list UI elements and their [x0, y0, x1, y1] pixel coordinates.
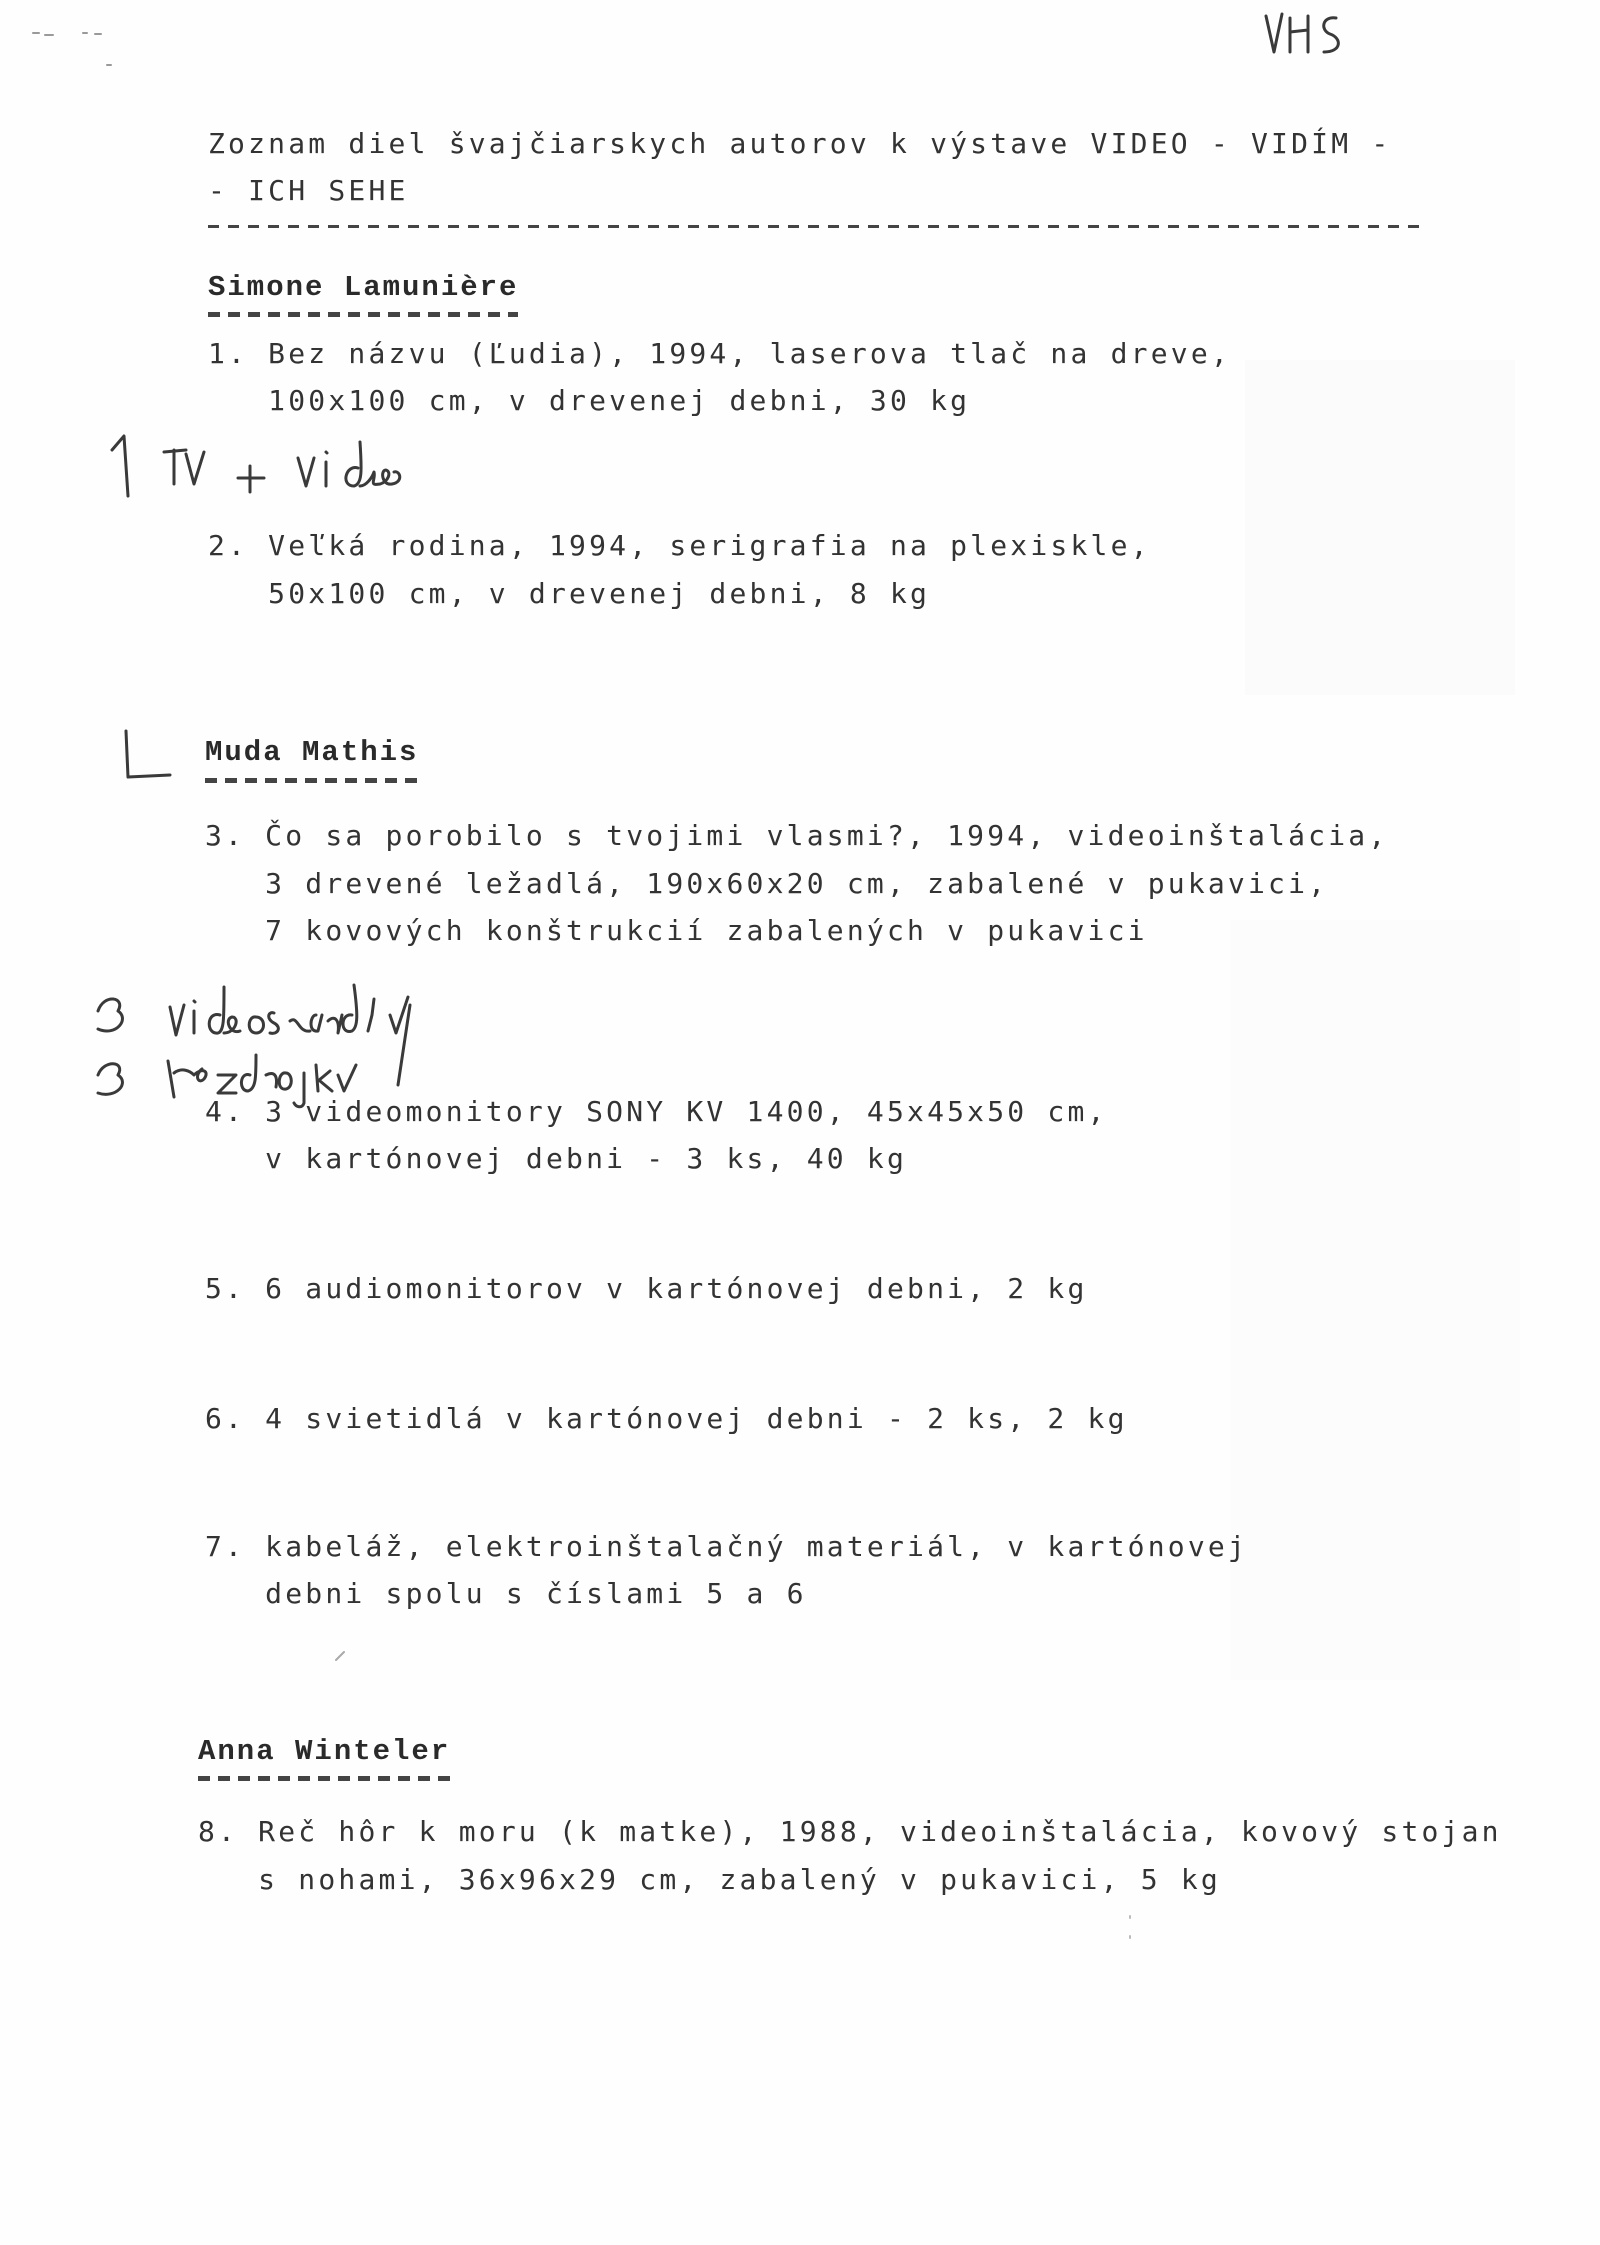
- scan-mark: [25, 25, 125, 75]
- author-heading: Simone Lamunière: [208, 271, 519, 304]
- item-line: 1. Bez názvu (Ľudia), 1994, laserova tlač na dreve,: [208, 337, 1231, 370]
- scan-shade: [1230, 920, 1520, 1680]
- title-rule: [208, 225, 1423, 228]
- item-line: 4. 3 videomonitory SONY KV 1400, 45x45x50 cm,: [205, 1095, 1108, 1128]
- item-line: 3 drevené ležadlá, 190x60x20 cm, zabalené v pukavici,: [205, 867, 1329, 900]
- author-heading: Anna Winteler: [198, 1735, 451, 1768]
- author-underline: [198, 1776, 453, 1781]
- author-underline: [205, 778, 420, 783]
- item-line: 7. kabeláž, elektroinštalačný materiál, v kartónovej: [205, 1530, 1248, 1563]
- item-line: 2. Veľká rodina, 1994, serigrafia na plexiskle,: [208, 529, 1151, 562]
- item-line: 8. Reč hôr k moru (k matke), 1988, videoinštalácia, kovový stojan: [198, 1815, 1502, 1848]
- item-line: 50x100 cm, v drevenej debni, 8 kg: [208, 577, 931, 610]
- document-title-line1: Zoznam diel švajčiarskych autorov k výstave VIDEO - VIDÍM -: [208, 127, 1392, 160]
- author-underline: [208, 312, 518, 317]
- handwritten-bracket-mark: [118, 725, 178, 785]
- item-line: 5. 6 audiomonitorov v kartónovej debni, 2 kg: [205, 1272, 1088, 1305]
- handwritten-vhs-annotation: [1260, 8, 1350, 58]
- item-line: 7 kovových konštrukcií zabalených v pukavici: [205, 914, 1148, 947]
- handwritten-note-tv-video: [100, 428, 430, 503]
- document-title-line2: - ICH SEHE: [208, 174, 409, 207]
- item-line: s nohami, 36x96x29 cm, zabalený v pukavici, 5 kg: [198, 1863, 1221, 1896]
- scan-speck: [330, 1640, 360, 1670]
- item-line: v kartónovej debni - 3 ks, 40 kg: [205, 1142, 908, 1175]
- item-line: debni spolu s číslami 5 a 6: [205, 1577, 807, 1610]
- item-line: 3. Čo sa porobilo s tvojimi vlasmi?, 1994, videoinštalácia,: [205, 819, 1389, 852]
- scan-speck: [1120, 1910, 1150, 1950]
- item-line: 100x100 cm, v drevenej debni, 30 kg: [208, 384, 971, 417]
- author-heading: Muda Mathis: [205, 736, 419, 769]
- handwritten-note-videorecorders: [90, 975, 510, 1105]
- item-line: 6. 4 svietidlá v kartónovej debni - 2 ks, 2 kg: [205, 1402, 1128, 1435]
- scan-shade: [1245, 360, 1515, 695]
